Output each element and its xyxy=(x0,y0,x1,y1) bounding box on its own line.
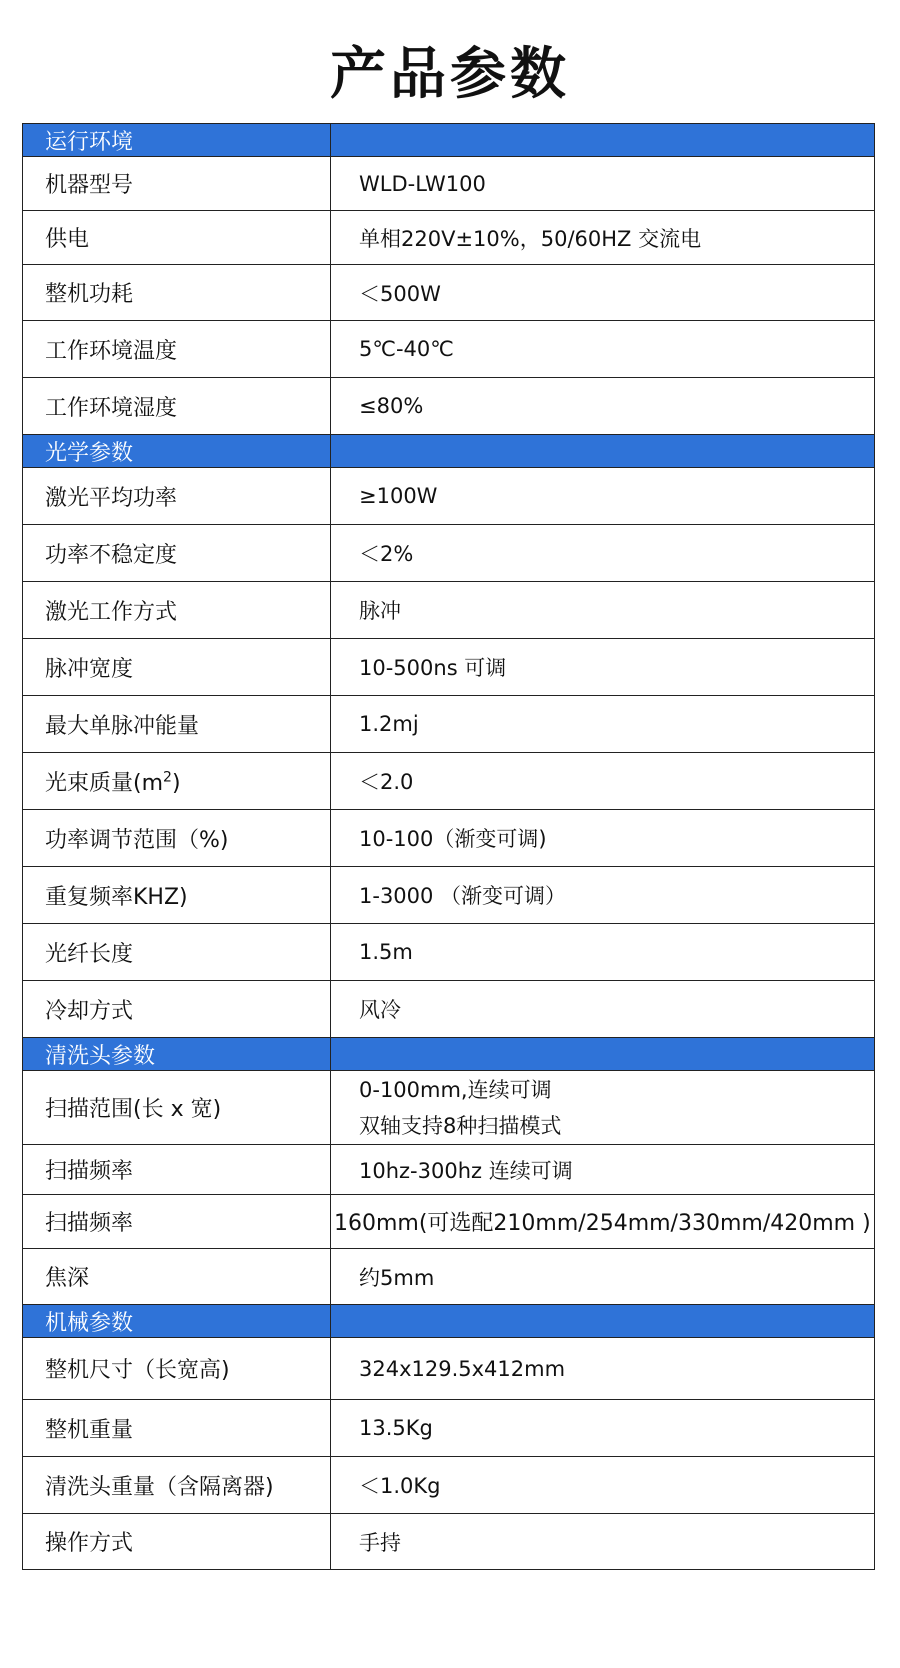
spec-row xyxy=(23,1338,875,1400)
spec-label: 扫描范围(长 x 宽) xyxy=(23,1071,331,1145)
spec-row xyxy=(23,639,875,696)
spec-value: 13.5Kg xyxy=(331,1400,875,1457)
spec-value: 1.5m xyxy=(331,924,875,981)
spec-value: 风冷 xyxy=(331,981,875,1038)
spec-value: ＜2% xyxy=(331,525,875,582)
spec-label xyxy=(23,753,331,810)
spec-value-line: 双轴支持8种扫描模式 xyxy=(359,1113,562,1138)
spec-value: 10-500ns 可调 xyxy=(331,639,875,696)
spec-value: 324x129.5x412mm xyxy=(331,1338,875,1400)
section-title: 运行环境 xyxy=(23,124,331,157)
spec-label: 清洗头重量（含隔离器) xyxy=(23,1457,331,1514)
spec-label: 激光工作方式 xyxy=(23,582,331,639)
spec-value: 1-3000 （渐变可调） xyxy=(331,867,875,924)
spec-label: 整机重量 xyxy=(23,1400,331,1457)
spec-row xyxy=(23,1514,875,1570)
spec-row xyxy=(23,468,875,525)
spec-row xyxy=(23,582,875,639)
spec-label: 扫描频率 xyxy=(23,1195,331,1249)
spec-value: 160mm(可选配210mm/254mm/330mm/420mm ) xyxy=(331,1195,875,1249)
spec-row xyxy=(23,696,875,753)
section-title: 清洗头参数 xyxy=(23,1038,331,1071)
spec-label: 功率不稳定度 xyxy=(23,525,331,582)
spec-label: 激光平均功率 xyxy=(23,468,331,525)
spec-label: 整机功耗 xyxy=(23,265,331,321)
spec-label: 工作环境温度 xyxy=(23,321,331,378)
spec-value: 约5mm xyxy=(331,1249,875,1305)
spec-row xyxy=(23,211,875,265)
spec-label: 机器型号 xyxy=(23,157,331,211)
section-header-operating-environment xyxy=(23,124,875,157)
spec-label: 光纤长度 xyxy=(23,924,331,981)
section-header-mechanical xyxy=(23,1305,875,1338)
spec-row xyxy=(23,265,875,321)
spec-value: 5℃-40℃ xyxy=(331,321,875,378)
section-header-cleaning-head xyxy=(23,1038,875,1071)
spec-label: 最大单脉冲能量 xyxy=(23,696,331,753)
spec-row xyxy=(23,1457,875,1514)
spec-row xyxy=(23,1400,875,1457)
spec-value: WLD-LW100 xyxy=(331,157,875,211)
spec-value: 1.2mj xyxy=(331,696,875,753)
spec-row xyxy=(23,924,875,981)
spec-value xyxy=(331,1071,875,1145)
spec-value: 脉冲 xyxy=(331,582,875,639)
spec-value: ＜500W xyxy=(331,265,875,321)
spec-value: 10-100（渐变可调) xyxy=(331,810,875,867)
spec-row xyxy=(23,378,875,435)
section-header-optical xyxy=(23,435,875,468)
spec-value: ＜2.0 xyxy=(331,753,875,810)
superscript: 2 xyxy=(163,769,172,786)
spec-row xyxy=(23,321,875,378)
spec-row xyxy=(23,753,875,810)
spec-label: 重复频率KHZ) xyxy=(23,867,331,924)
spec-label: 焦深 xyxy=(23,1249,331,1305)
spec-value: ＜1.0Kg xyxy=(331,1457,875,1514)
spec-value: ≤80% xyxy=(331,378,875,435)
spec-row xyxy=(23,810,875,867)
spec-label: 供电 xyxy=(23,211,331,265)
spec-value: 单相220V±10%，50/60HZ 交流电 xyxy=(331,211,875,265)
spec-value-line: 0-100mm,连续可调 xyxy=(359,1077,552,1102)
spec-value: 手持 xyxy=(331,1514,875,1570)
spec-table xyxy=(22,123,875,1570)
section-title: 光学参数 xyxy=(23,435,331,468)
spec-value: 10hz-300hz 连续可调 xyxy=(331,1145,875,1195)
spec-row xyxy=(23,1249,875,1305)
section-title: 机械参数 xyxy=(23,1305,331,1338)
spec-label: 操作方式 xyxy=(23,1514,331,1570)
spec-row xyxy=(23,157,875,211)
spec-label: 脉冲宽度 xyxy=(23,639,331,696)
spec-row xyxy=(23,1195,875,1249)
spec-label: 整机尺寸（长宽高) xyxy=(23,1338,331,1400)
page-title: 产品参数 xyxy=(330,42,570,107)
spec-label: 冷却方式 xyxy=(23,981,331,1038)
spec-label: 功率调节范围（%) xyxy=(23,810,331,867)
spec-row xyxy=(23,525,875,582)
spec-label-text: 光束质量(m xyxy=(45,770,164,796)
spec-label: 扫描频率 xyxy=(23,1145,331,1195)
spec-row xyxy=(23,1145,875,1195)
spec-row xyxy=(23,1071,875,1145)
spec-row xyxy=(23,981,875,1038)
spec-label-tail: ) xyxy=(171,770,181,796)
spec-value: ≥100W xyxy=(331,468,875,525)
spec-label: 工作环境湿度 xyxy=(23,378,331,435)
spec-row xyxy=(23,867,875,924)
